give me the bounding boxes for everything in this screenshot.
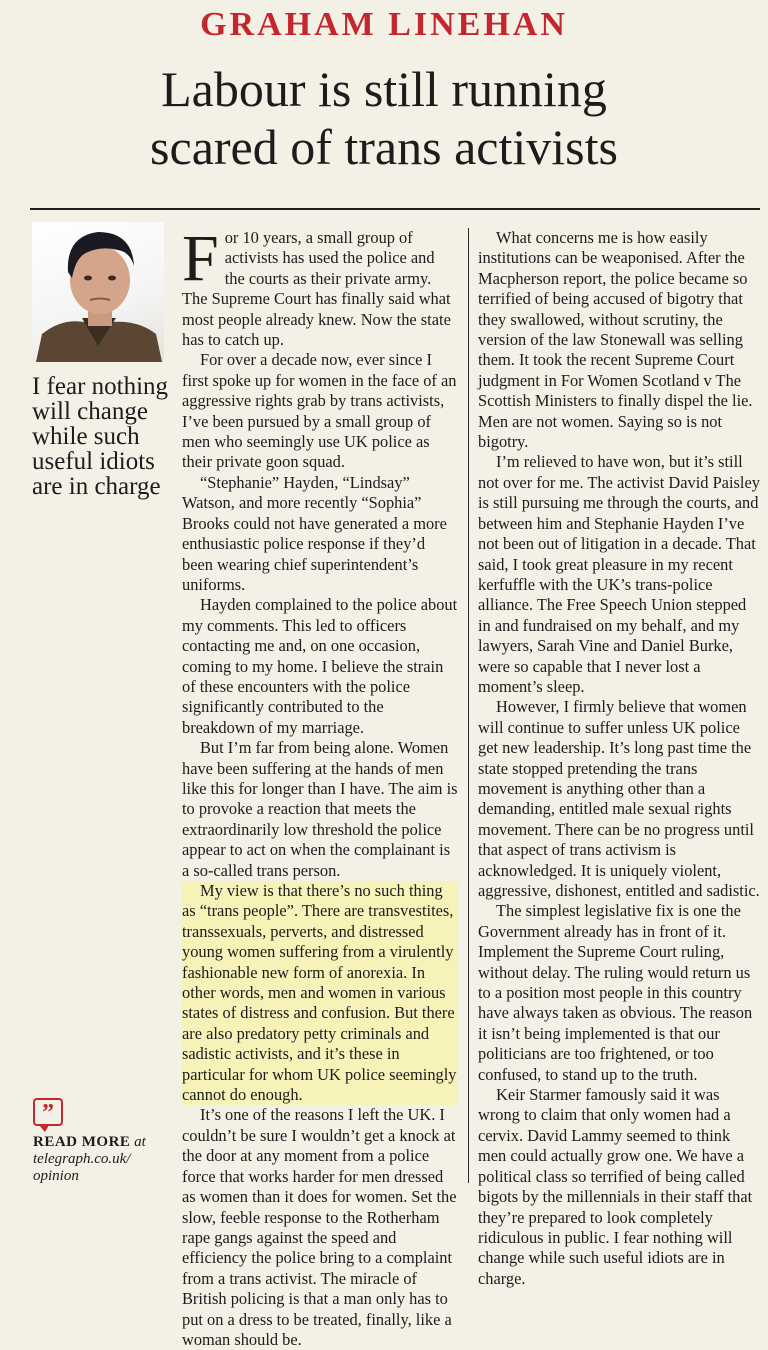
sidebar (32, 222, 170, 499)
paragraph: But I’m far from being alone. Women have been suffering at the hands of men like this for longer than I have. The aim is to provoke a reaction that meets the extraordinarily low threshold the police appear to act on when the complainant is a so-called trans person. (182, 738, 458, 880)
paragraph: However, I firmly believe that women will continue to suffer unless UK police get new leadership. It’s long past time the state stopped pretending the trans movement is anything other than a demanding, entitled male sexual rights movement. There can be no progress until that aspect of trans activism is acknowledged. It is uniquely violent, aggressive, dishonest, entitled and sadistic. (478, 697, 760, 900)
paragraph: What concerns me is how easily institutions can be weaponised. After the Macpherson report, the police became so terrified of being accused of bigotry that they swallowed, without scrutiny, the version of the law Stonewall was selling them. It took the recent Supreme Court judgment in For Women Scotland v The Scottish Ministers to finally dispel the lie. Men are not women. Saying so is not bigotry. (478, 228, 753, 452)
read-more[interactable] (33, 1134, 173, 1185)
paragraph-text: or 10 years, a small group of activists has used the police and the courts as their private army. The Supreme Court has finally said what most people already knew. Now the state has to catch up. (182, 228, 451, 350)
read-more-label: READ MORE (33, 1134, 131, 1150)
paragraph: The simplest legislative fix is one the Government already has in front of it. Implement the Supreme Court ruling, without delay. The ruling would return us to a position most people in this country have always taken as obvious. The reason it isn’t being implemented is that our politicians are too frightened, or too confused, to stand up to the truth. (478, 901, 753, 1084)
highlighted-paragraph: My view is that there’s no such thing as “trans people”. There are transvestites, transsexuals, perverts, and distressed young women suffering from a virulently fashionable new form of anorexia. In other words, men and women in various states of distress and confusion. But there are also predatory petty criminals and sadistic activists, and it’s these in particular for whom UK police seemingly cannot do enough. (182, 881, 457, 1105)
headline-line-1: Labour is still running (161, 61, 607, 117)
author-photo (32, 222, 164, 362)
paragraph: I’m relieved to have won, but it’s still not over for me. The activist David Paisley is still pursuing me through the courts, and between him and Stephanie Hayden I’ve not been out of litigation in a decade. That said, I took great pleasure in my recent kerfuffle with the UK’s trans-police alliance. The Free Speech Union stepped in and fundraised on my behalf, and my lawyers, Sarah Vine and Daniel Burke, were so capable that I never lost a moment’s sleep. (478, 452, 760, 696)
paragraph: “Stephanie” Hayden, “Lindsay” Watson, and more recently “Sophia” Brooks could not have generated a more enthusiastic police response if they’d been wearing chief superintendent’s uniforms. (182, 472, 447, 594)
headline (40, 60, 728, 176)
headline-line-2: scared of trans activists (150, 119, 618, 175)
paragraph: Keir Starmer famously said it was wrong to claim that only women had a cervix. David Lammy seemed to think men could actually grow one. We have a political class so terrified of being called bigots by the millennials in their staff that they’re prepared to look completely ridiculous in public. I fear nothing will change while such useful idiots are in charge. (478, 1085, 753, 1288)
dropcap: F (182, 222, 219, 295)
article-column-1 (182, 222, 458, 1350)
paragraph: Hayden complained to the police about my comments. This led to officers contacting me and, on one occasion, coming to my home. I believe the strain of these encounters with the police significantly contributed to the breakdown of my marriage. (182, 595, 458, 737)
speech-bubble-icon: ” (33, 1098, 63, 1126)
read-more-url[interactable]: telegraph.co.uk/ opinion (33, 1151, 131, 1184)
column-divider (468, 228, 469, 1183)
article-column-2 (478, 228, 762, 1289)
paragraph: It’s one of the reasons I left the UK. I couldn’t be sure I wouldn’t get a knock at the door at any moment from a police force that works harder for men dressed as women than it does for women. Set the slow, feeble response to the Rotherham rape gangs against the speed and efficiency the police bring to a complaint from a trans activist. The miracle of British policing is that a man only has to put on a dress to be treated, finally, like a woman should be. (182, 1105, 457, 1349)
read-more-at: at (134, 1134, 146, 1150)
paragraph (182, 222, 458, 350)
pull-quote: I fear nothing will change while such useful idiots are in charge (32, 373, 169, 500)
headline-rule (30, 208, 760, 210)
paragraph: For over a decade now, ever since I first spoke up for women in the face of an aggressive rights grab by trans activists, I’ve been pursued by a small group of men who seemingly use UK police as their private goon squad. (182, 350, 457, 472)
author-byline: GRAHAM LINEHAN (200, 6, 568, 43)
